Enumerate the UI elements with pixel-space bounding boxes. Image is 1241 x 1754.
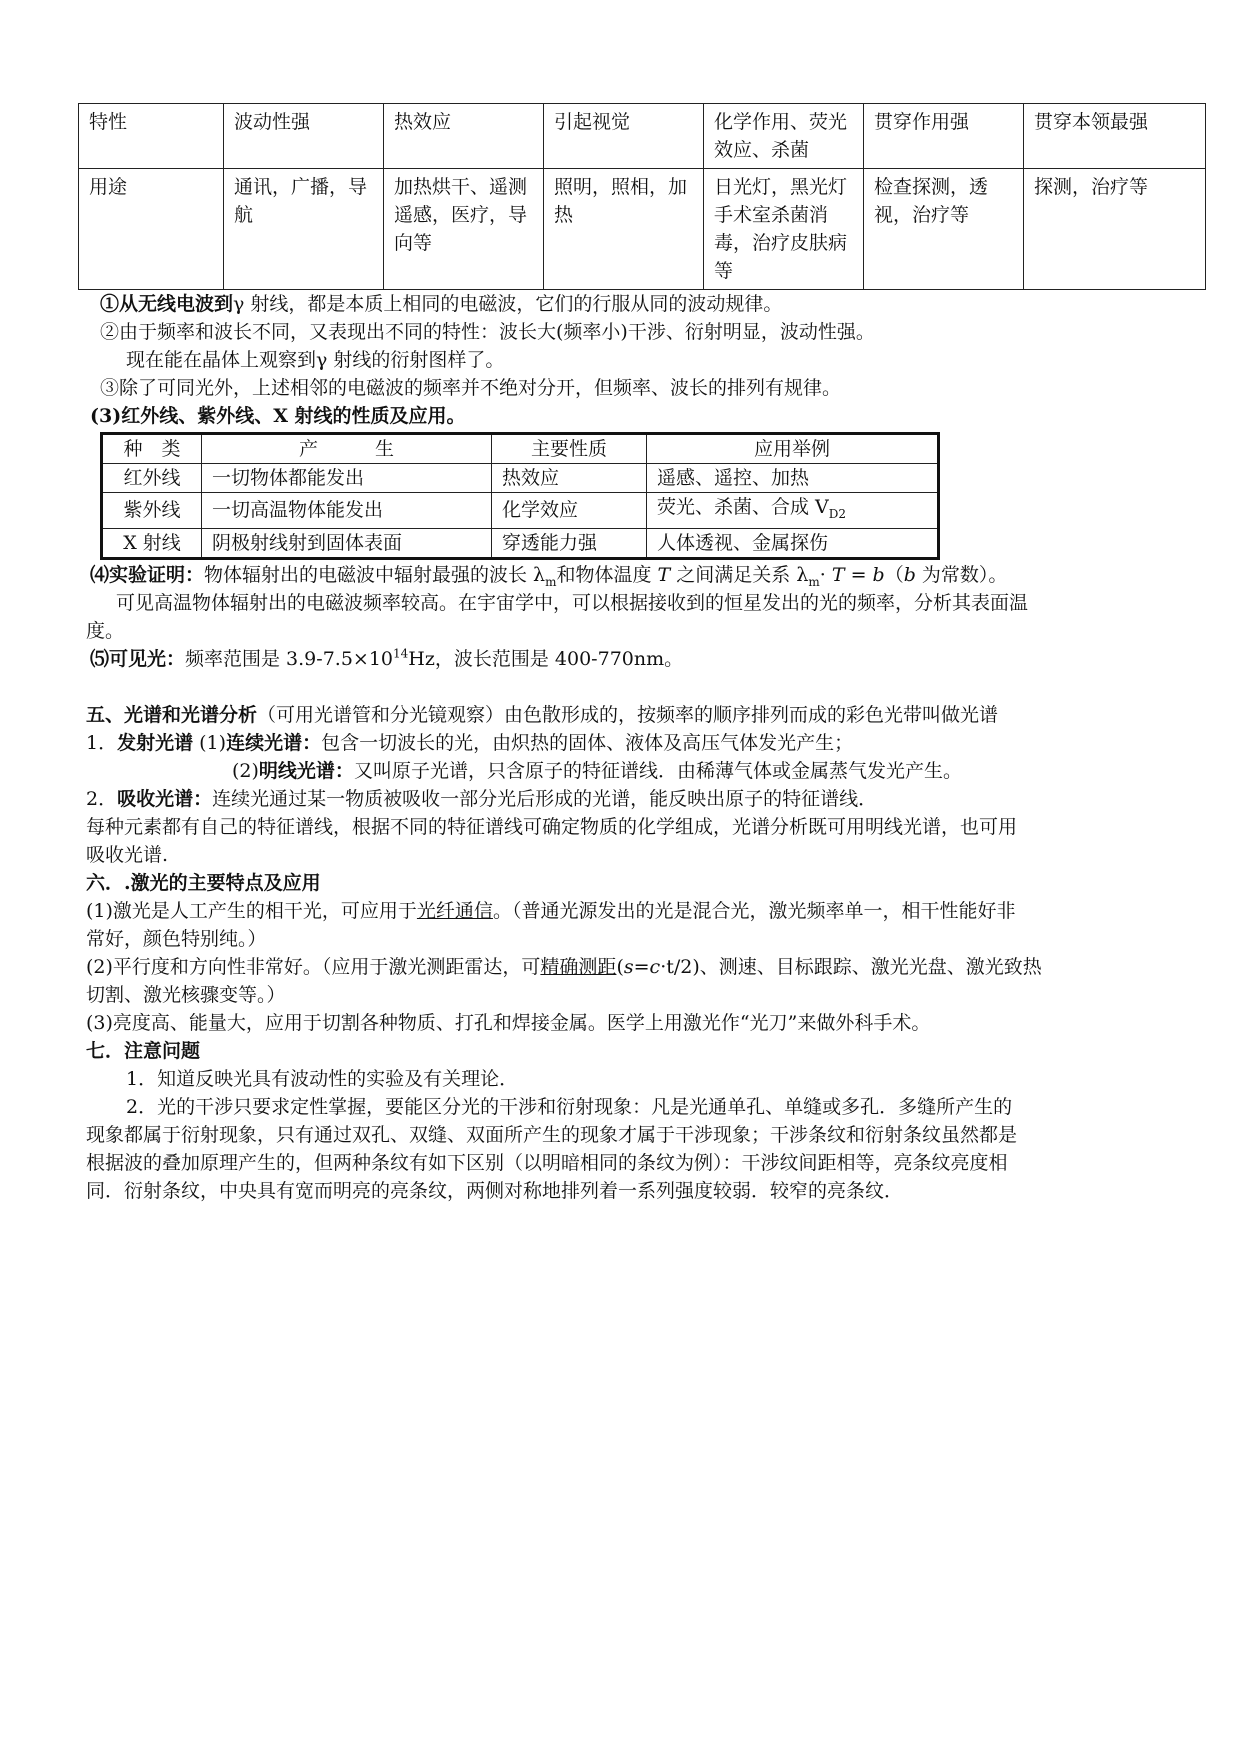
table-header-cell: 种 类	[102, 434, 202, 464]
section-4-text: 和物体温度	[556, 564, 658, 586]
section-5-label: ⑸可见光：	[90, 648, 186, 670]
laser-text: (	[616, 956, 624, 978]
section-5-text: Hz，波长范围是 400-770nm。	[408, 648, 684, 670]
spectrum-text: 连续光通过某一物质被吸收一部分光后形成的光谱，能反映出原子的特征谱线．	[212, 788, 878, 810]
spectrum-text: 又叫原子光谱，只含原子的特征谱线．由稀薄气体或金属蒸气发光产生。	[353, 760, 962, 782]
subscript-m: m	[545, 574, 557, 589]
table-header-cell: 产 生	[202, 434, 492, 464]
emission-spectrum-label: 发射光谱	[117, 732, 194, 754]
table-cell: 特性	[79, 104, 224, 169]
section-4-line-3: 度。	[86, 620, 125, 642]
table-cell: 人体透视、金属探伤	[647, 528, 939, 558]
spectrum-line-2	[232, 756, 962, 783]
table-row	[102, 528, 939, 558]
section-4-text: 为常数）。	[915, 564, 1008, 586]
laser-text: (1)激光是人工产生的相干光，可应用于	[86, 900, 417, 922]
var-c: c	[649, 956, 661, 978]
laser-p1-line-2: 常好，颜色特别纯。）	[86, 928, 267, 950]
laser-text: ·t/2)、测速、目标跟踪、激光光盘、激光致热	[660, 956, 1042, 978]
note-2: ②由于频率和波长不同，又表现出不同的特性：波长大(频率小)干涉、衍射明显，波动性强。	[100, 321, 875, 343]
table-cell: 日光灯，黑光灯手术室杀菌消毒，治疗皮肤病等	[704, 169, 864, 290]
laser-p2-line-1	[86, 952, 1042, 979]
table-cell: 探测，治疗等	[1024, 169, 1206, 290]
table-cell: 照明，照相，加热	[544, 169, 704, 290]
attention-p2-line-2: 现象都属于衍射现象，只有通过双孔、双缝、双面所产生的现象才属于干涉现象；干涉条纹和衍射条纹虽然都是	[86, 1124, 1018, 1146]
superscript-14: 14	[393, 646, 409, 661]
table-cell: 用途	[79, 169, 224, 290]
item-number: 1．	[86, 732, 118, 754]
section-4-line-2: 可见高温物体辐射出的电磁波频率较高。在宇宙学中，可以根据接收到的恒星发出的光的频率，分析其表面温	[116, 592, 1029, 614]
item-number: 2．	[86, 788, 118, 810]
section-4-text: 物体辐射出的电磁波中辐射最强的波长 λ	[204, 564, 546, 586]
section-4-label: ⑷实验证明：	[90, 564, 205, 586]
laser-text: =	[633, 956, 650, 978]
table-cell: 检查探测，透视，治疗等	[864, 169, 1024, 290]
subscript-m: m	[808, 574, 820, 589]
table-header-cell: 主要性质	[492, 434, 647, 464]
section-5-line	[90, 644, 683, 671]
table-cell: 化学作用、荧光效应、杀菌	[704, 104, 864, 169]
table-cell: 一切高温物体能发出	[202, 493, 492, 529]
continuous-spectrum-label: 连续光谱：	[226, 732, 322, 754]
section-4-text: （	[884, 564, 904, 586]
rays-properties-table	[100, 432, 940, 560]
spectrum-line-1	[86, 728, 853, 755]
laser-p2-line-2: 切割、激光核骤变等。）	[86, 984, 286, 1006]
table-cell: 紫外线	[102, 493, 202, 529]
fiber-communication-underlined: 光纤通信	[416, 900, 493, 922]
absorption-spectrum-label: 吸收光谱：	[117, 788, 213, 810]
table-cell: 化学效应	[492, 493, 647, 529]
table-cell: 通讯，广播，导航	[224, 169, 384, 290]
section-4-text: =	[844, 564, 873, 586]
em-spectrum-table	[78, 103, 1206, 290]
note-1	[100, 289, 782, 316]
attention-p2-line-1: 2．光的干涉只要求定性掌握，要能区分光的干涉和衍射现象：凡是光通单孔、单缝或多孔．多缝所产生的	[126, 1096, 1013, 1118]
spectrum-line-3	[86, 784, 877, 811]
spectrum-heading-bold: 五、光谱和光谱分析	[86, 704, 258, 726]
table-cell: 引起视觉	[544, 104, 704, 169]
section-4-line-1	[90, 560, 1007, 589]
precise-ranging-underlined: 精确测距	[540, 956, 617, 978]
note-1-bold: ①从无线电波到	[100, 293, 234, 315]
laser-p3: (3)亮度高、能量大，应用于切割各种物质、打孔和焊接金属。医学上用激光作“光刀”来做外科手术。	[86, 1012, 931, 1034]
section-4-text: ·	[819, 564, 832, 586]
item-number: (2)	[232, 760, 259, 782]
section-3-heading: (3)红外线、紫外线、X 射线的性质及应用。	[90, 405, 466, 427]
table-cell: 贯穿作用强	[864, 104, 1024, 169]
table-header-cell: 应用举例	[647, 434, 939, 464]
table-row-uses	[79, 169, 1206, 290]
table-header-row	[102, 434, 939, 464]
item-number: (1)	[193, 732, 227, 754]
table-cell: 一切物体都能发出	[202, 464, 492, 493]
laser-heading: 六．.激光的主要特点及应用	[86, 872, 321, 894]
table-cell: 加热烘干、遥测遥感，医疗，导向等	[384, 169, 544, 290]
var-b: b	[872, 564, 885, 586]
table-cell	[647, 493, 939, 529]
table-cell: 热效应	[492, 464, 647, 493]
attention-p1: 1．知道反映光具有波动性的实验及有关理论．	[126, 1068, 519, 1090]
attention-p2-line-4: 同．衍射条纹，中央具有宽而明亮的亮条纹，两侧对称地排列着一系列强度较弱．较窄的亮条纹．	[86, 1180, 904, 1202]
table-cell: 波动性强	[224, 104, 384, 169]
table-cell: X 射线	[102, 528, 202, 558]
line-spectrum-label: 明线光谱：	[258, 760, 354, 782]
var-T: T	[831, 564, 845, 586]
var-T: T	[657, 564, 671, 586]
section-4-text: 之间满足关系 λ	[670, 564, 809, 586]
spectrum-heading-rest: （可用光谱管和分光镜观察）由色散形成的，按频率的顺序排列而成的彩色光带叫做光谱	[257, 704, 999, 726]
laser-text: (2)平行度和方向性非常好。（应用于激光测距雷达，可	[86, 956, 541, 978]
table-cell: 贯穿本领最强	[1024, 104, 1206, 169]
table-row	[102, 493, 939, 529]
table-cell: 红外线	[102, 464, 202, 493]
spectrum-line-4: 每种元素都有自己的特征谱线，根据不同的特征谱线可确定物质的化学组成，光谱分析既可用明线光谱，也可用	[86, 816, 1018, 838]
var-s: s	[623, 956, 634, 978]
spectrum-heading	[86, 700, 998, 727]
spectrum-text: 包含一切波长的光，由炽热的固体、液体及高压气体发光产生；	[321, 732, 854, 754]
table-cell: 遥感、遥控、加热	[647, 464, 939, 493]
laser-text: 。（普通光源发出的光是混合光，激光频率单一，相干性能好非	[492, 900, 1016, 922]
table-cell: 穿透能力强	[492, 528, 647, 558]
spectrum-line-5: 吸收光谱.	[86, 844, 169, 866]
note-4: ③除了可同光外，上述相邻的电磁波的频率并不绝对分开，但频率、波长的排列有规律。	[100, 377, 842, 399]
attention-p2-line-3: 根据波的叠加原理产生的，但两种条纹有如下区别（以明暗相同的条纹为例）：干涉纹间距相等，亮条纹亮度相	[86, 1152, 1008, 1174]
var-b: b	[903, 564, 916, 586]
table-row-properties	[79, 104, 1206, 169]
table-cell: 热效应	[384, 104, 544, 169]
note-3: 现在能在晶体上观察到γ 射线的衍射图样了。	[126, 349, 505, 371]
table-cell: 阴极射线射到固体表面	[202, 528, 492, 558]
section-5-text: 频率范围是 3.9-7.5×10	[185, 648, 394, 670]
note-1-rest: γ 射线，都是本质上相同的电磁波，它们的行服从同的波动规律。	[233, 293, 783, 315]
vd2-subscript: D2	[828, 506, 847, 521]
laser-p1-line-1	[86, 896, 1015, 923]
table-row	[102, 464, 939, 493]
uv-uses: 荧光、杀菌、合成 V	[657, 496, 829, 518]
attention-heading: 七．注意问题	[86, 1040, 201, 1062]
